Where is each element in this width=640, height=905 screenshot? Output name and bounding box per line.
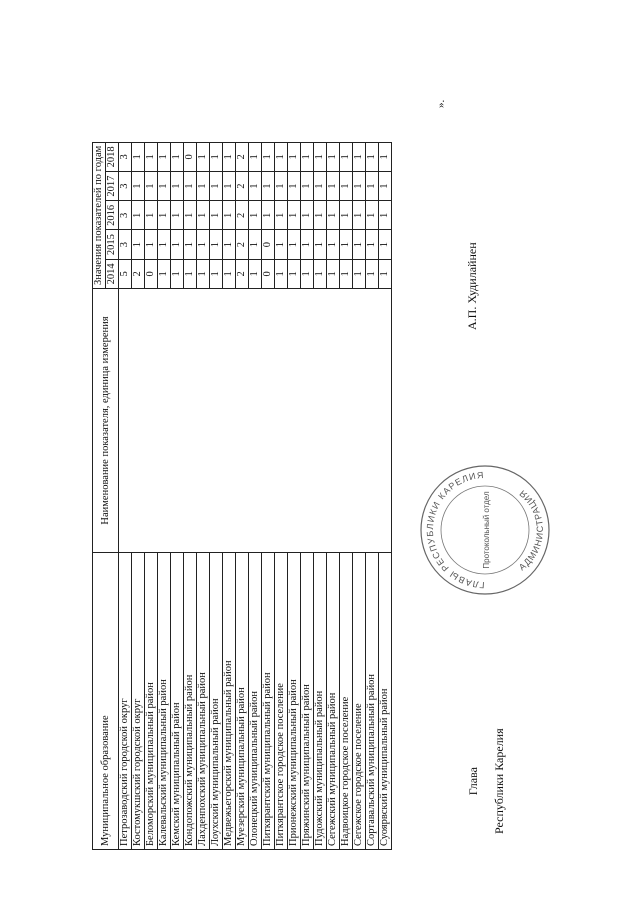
value-cell: 2 [236,142,249,171]
value-cell: 1 [314,201,327,230]
value-cell: 1 [340,259,353,288]
value-cell: 1 [275,230,288,259]
value-cell: 1 [366,172,379,201]
value-cell: 0 [262,230,275,259]
value-cell: 2 [236,201,249,230]
seal-text-bottom: АДМИНИСТРАЦИЯ [516,487,546,573]
value-cell: 1 [353,230,366,259]
value-cell: 1 [353,172,366,201]
table-row [119,142,132,849]
value-cell: 1 [132,201,145,230]
municipality-name: Лахденпохский муниципальный район [197,553,210,850]
value-cell: 1 [353,142,366,171]
value-cell: 0 [262,259,275,288]
value-cell: 1 [301,172,314,201]
value-cell: 1 [158,230,171,259]
value-cell: 1 [197,172,210,201]
municipality-name: Кемский муниципальный район [171,553,184,850]
value-cell: 5 [119,259,132,288]
signature-name: А.П. Худилайнен [465,242,479,330]
value-cell: 1 [314,230,327,259]
value-cell: 1 [184,259,197,288]
municipality-name: Сегежский муниципальный район [327,553,340,850]
indicators-table [92,142,392,850]
value-cell: 1 [340,230,353,259]
seal-center-text: Протокольный отдел [482,491,491,569]
value-cell: 1 [379,142,392,171]
value-cell: 1 [171,201,184,230]
value-cell: 1 [132,172,145,201]
value-cell: 1 [145,201,158,230]
municipality-name: Надвоицкое городское поселение [340,553,353,850]
value-cell: 1 [353,259,366,288]
signature-title [460,728,512,834]
table-body [119,142,392,849]
value-cell: 1 [210,230,223,259]
value-cell: 1 [288,172,301,201]
municipality-name: Сортавальский муниципальный район [366,553,379,850]
municipality-name: Беломорский муниципальный район [145,553,158,850]
value-cell: 1 [366,230,379,259]
value-cell: 1 [158,201,171,230]
value-cell: 1 [249,142,262,171]
value-cell: 1 [262,201,275,230]
municipality-name: Калевальский муниципальный район [158,553,171,850]
value-cell: 1 [184,201,197,230]
municipality-name: Олонецкий муниципальный район [249,553,262,850]
header-year: 2015 [106,230,119,259]
municipality-name: Пряжинский муниципальный район [301,553,314,850]
header-values-group: Значения показателей по годам [93,142,106,288]
value-cell: 1 [223,142,236,171]
municipality-name: Кондопожский муниципальный район [184,553,197,850]
municipality-name: Питкярантское городское поселение [275,553,288,850]
official-seal [415,460,555,600]
value-cell: 1 [379,172,392,201]
value-cell: 1 [301,230,314,259]
value-cell: 1 [184,230,197,259]
value-cell: 1 [171,230,184,259]
value-cell: 1 [223,230,236,259]
value-cell: 1 [210,142,223,171]
value-cell: 1 [223,201,236,230]
value-cell: 1 [262,142,275,171]
value-cell: 1 [275,201,288,230]
value-cell: 1 [275,142,288,171]
value-cell: 1 [288,230,301,259]
value-cell: 1 [171,142,184,171]
value-cell: 1 [249,172,262,201]
value-cell: 1 [223,172,236,201]
header-year: 2014 [106,259,119,288]
value-cell: 1 [301,259,314,288]
municipality-name: Лоухский муниципальный район [210,553,223,850]
value-cell: 3 [119,172,132,201]
value-cell: 0 [145,259,158,288]
value-cell: 1 [249,259,262,288]
value-cell: 1 [249,201,262,230]
value-cell: 1 [249,230,262,259]
value-cell: 1 [197,201,210,230]
value-cell: 2 [236,259,249,288]
value-cell: 1 [366,259,379,288]
value-cell: 1 [171,172,184,201]
value-cell: 1 [132,142,145,171]
value-cell: 1 [223,259,236,288]
closing-quote-mark: ». [435,99,447,108]
value-cell: 3 [119,201,132,230]
value-cell: 1 [158,142,171,171]
value-cell: 1 [132,230,145,259]
value-cell: 1 [314,259,327,288]
value-cell: 1 [184,172,197,201]
value-cell: 1 [353,201,366,230]
value-cell: 1 [262,172,275,201]
value-cell: 1 [210,201,223,230]
municipality-name: Муезерский муниципальный район [236,553,249,850]
value-cell: 1 [210,259,223,288]
header-year: 2018 [106,142,119,171]
value-cell: 2 [236,172,249,201]
value-cell: 3 [119,230,132,259]
value-cell: 1 [275,172,288,201]
value-cell: 1 [327,230,340,259]
value-cell: 1 [210,172,223,201]
municipality-name: Сегежское городское поселение [353,553,366,850]
value-cell: 1 [288,201,301,230]
municipality-name: Прионежский муниципальный район [288,553,301,850]
value-cell: 1 [301,142,314,171]
value-cell: 1 [340,201,353,230]
municipality-name: Питкярантский муниципальный район [262,553,275,850]
value-cell: 1 [145,172,158,201]
value-cell: 1 [379,230,392,259]
value-cell: 1 [197,142,210,171]
value-cell: 1 [379,259,392,288]
value-cell: 2 [236,230,249,259]
header-indicator: Наименование показателя, единица измерения [93,289,119,553]
value-cell: 1 [314,172,327,201]
municipality-name: Костомукшский городской округ [132,553,145,850]
signature-title-line1: Глава [466,767,480,796]
indicator-description [119,289,392,553]
value-cell: 1 [314,142,327,171]
value-cell: 1 [379,201,392,230]
value-cell: 1 [288,142,301,171]
header-municipality: Муниципальное образование [93,553,119,850]
value-cell: 1 [340,172,353,201]
value-cell: 0 [184,142,197,171]
signature-title-line2: Республики Карелия [492,728,506,834]
value-cell: 1 [288,259,301,288]
value-cell: 3 [119,142,132,171]
value-cell: 1 [275,259,288,288]
value-cell: 1 [197,230,210,259]
value-cell: 1 [366,142,379,171]
value-cell: 1 [327,259,340,288]
value-cell: 1 [158,259,171,288]
value-cell: 2 [132,259,145,288]
value-cell: 1 [327,201,340,230]
value-cell: 1 [158,172,171,201]
header-year: 2016 [106,201,119,230]
municipality-name: Медвежьегорский муниципальный район [223,553,236,850]
municipality-name: Суоярвский муниципальный район [379,553,392,850]
header-year: 2017 [106,172,119,201]
value-cell: 1 [327,172,340,201]
svg-text:АДМИНИСТРАЦИЯ [517,488,545,573]
value-cell: 1 [301,201,314,230]
seal-text-top: ГЛАВЫ РЕСПУБЛИКИ КАРЕЛИЯ [424,469,485,591]
value-cell: 1 [327,142,340,171]
svg-text:ГЛАВЫ РЕСПУБЛИКИ КАРЕЛИЯ [425,470,485,590]
value-cell: 1 [145,142,158,171]
value-cell: 1 [366,201,379,230]
municipality-name: Петрозаводский городской округ [119,553,132,850]
rotated-page [40,30,600,850]
municipality-name: Пудожский муниципальный район [314,553,327,850]
value-cell: 1 [340,142,353,171]
value-cell: 1 [197,259,210,288]
value-cell: 1 [145,230,158,259]
value-cell: 1 [171,259,184,288]
